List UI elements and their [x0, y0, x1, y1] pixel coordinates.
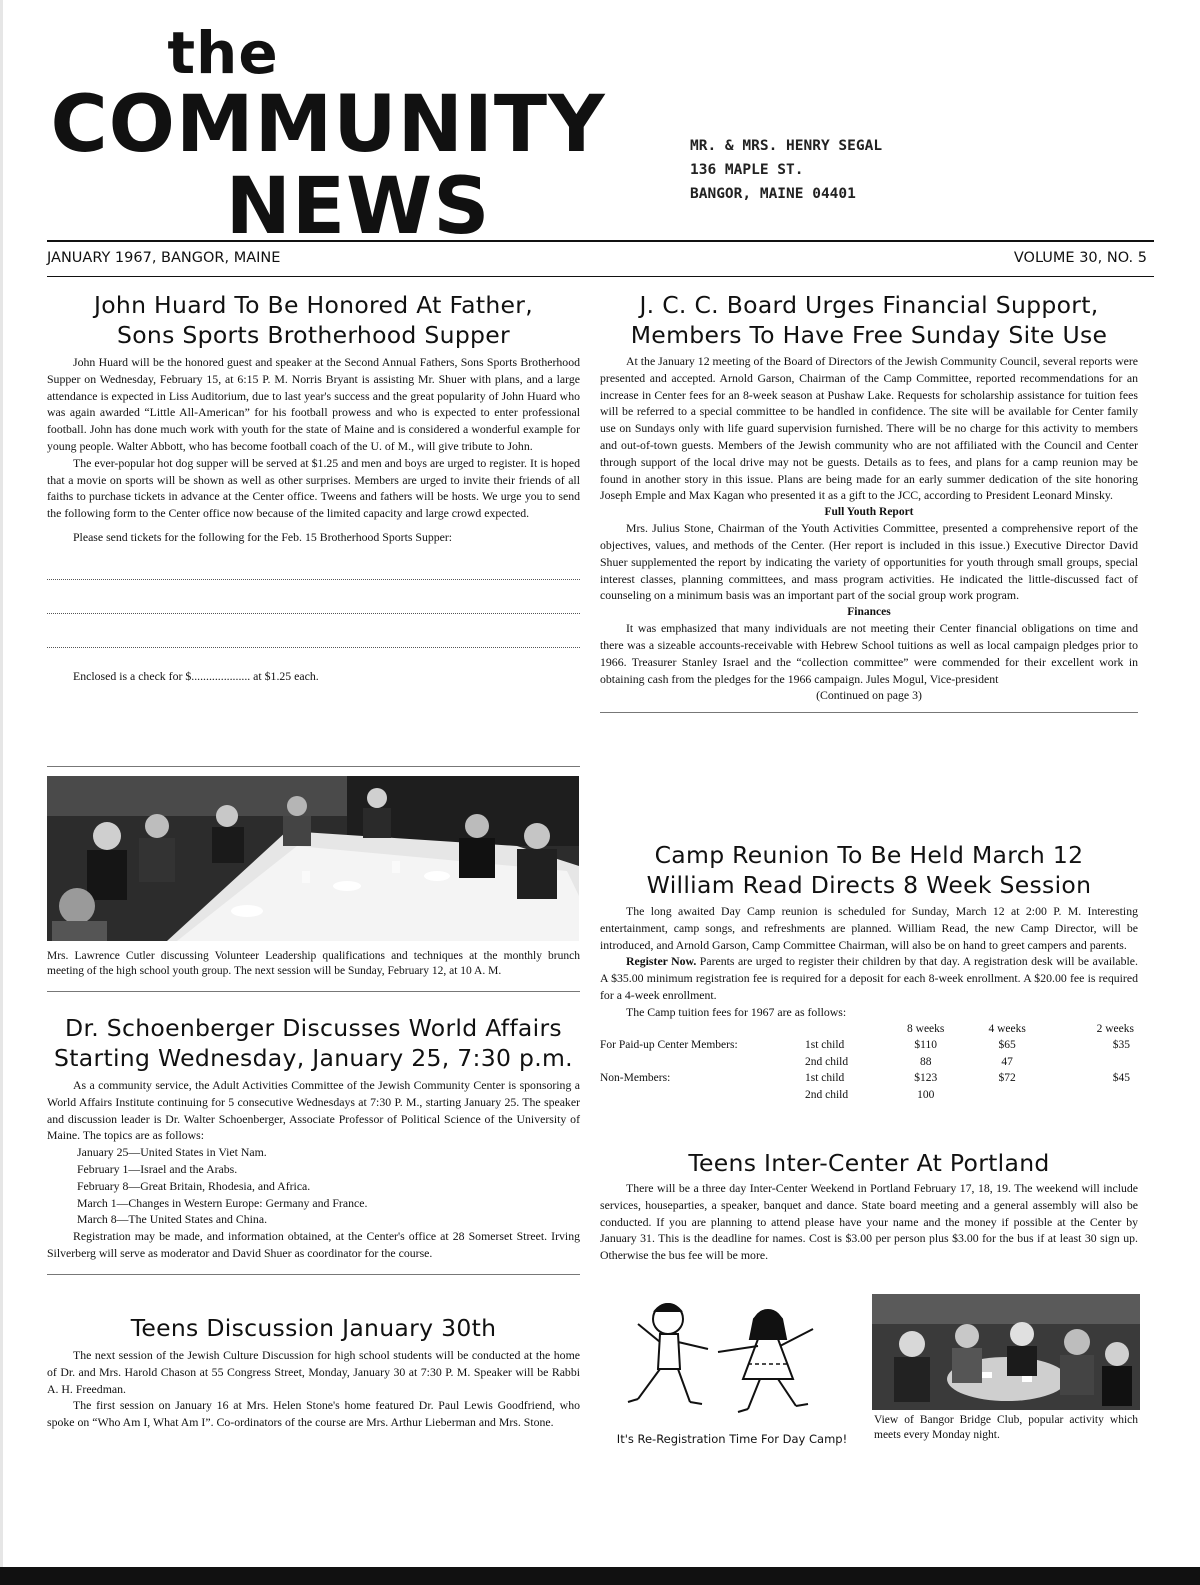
topic-item: March 1—Changes in Western Europe: Germany and France. — [77, 1195, 368, 1210]
article-paragraph: The first session on January 16 at Mrs. Helen Stone's home featured Dr. Paul Lewis Goodfriend, who spoke on “Who Am I, What Am I”. Co-ordinators of the course are Mrs. Arthur Lieberman and Mrs. Stone. — [47, 1398, 580, 1430]
section-rule — [47, 766, 580, 767]
photo-image — [872, 1294, 1140, 1410]
headline-camp-reunion: Camp Reunion To Be Held March 12 William Read Directs 8 Week Session — [646, 841, 1092, 899]
fees-row: 2nd child 100 — [805, 1088, 935, 1101]
article-paragraph: John Huard will be the honored guest and speaker at the Second Annual Fathers, Sons Sports Brotherhood Supper on Wednesday, February 15, at 6:15 P. M. Norris Bryant is assisting Mr. Shuer with plans, and a large attendance is expected in Liss Auditorium, due to last year's success and the great popularity of John Huard who was again awarded “Little All-American” for his football prowess and who is expected to enter professional football. John has done much work with youth for the state of Maine and is considered a wonderful example for young people. Walter Abbott, who has become football coach of the U. of M., will give tribute to John. — [47, 355, 580, 453]
headline-teens-portland: Teens Inter-Center At Portland — [688, 1149, 1050, 1177]
article-teens-portland — [600, 1148, 1138, 1264]
camp-art-caption: It's Re-Registration Time For Day Camp! — [616, 1432, 848, 1446]
continued-note: (Continued on page 3) — [816, 688, 922, 703]
article-paragraph: At the January 12 meeting of the Board of Directors of the Jewish Community Council, several reports were presented and accepted. Arnold Garson, Chairman of the Camp Committee, reported recommendations for an increase in Center fees for an 8-week season at Pushaw Lake. Requests for scholarship assistance for tuition fees will be referred to a special committee to be handled in confidence. The site will be available for Center family use on Sundays only with life guard supervision furnished. There will be no charge for this activity to members and out-of-town guests. Members of the Jewish community who are not affiliated with the Council and Center through support of the local drive may not be guests. Details as to fees, and plans for a camp reunion may be found in another story in this issue. Plans are being made for an early summer dedication of the site honoring Joseph Emple and Max Kagan who presented it as a gift to the JCC, according to President Leonard Minsky. — [600, 354, 1138, 503]
fees-header: 2 weeks — [1096, 1022, 1134, 1035]
topics-list — [77, 1144, 580, 1228]
article-teens-discussion — [47, 1313, 580, 1431]
masthead-community: COMMUNITY — [50, 80, 606, 170]
section-rule — [47, 991, 580, 992]
article-paragraph: There will be a three day Inter-Center Weekend in Portland February 17, 18, 19. The weekend will include services, houseparties, a speaker, banquet and dance. State board meeting and a general assembly will also be conducted. If you are planning to attend please have your name and the money if possible at the Center by January 31. This is the deadline for names. Cost is $3.00 per person plus $3.00 for the bus if at least 30 sign up. Otherwise the bus fee will be more. — [600, 1181, 1138, 1263]
ticket-form-instructions: Please send tickets for the following for the Feb. 15 Brotherhood Sports Supper: — [73, 529, 453, 544]
article-paragraph: The long awaited Day Camp reunion is scheduled for Sunday, March 12 at 2:00 P. M. Interesting entertainment, camp songs, and refreshments are planned. William Read, the new Camp Director, will be introduced, and Arnold Garson, Camp Committee Chairman, will also be on hand to greet campers and parents. — [600, 904, 1138, 952]
register-now-lead: Register Now. — [626, 954, 697, 969]
dateline: JANUARY 1967, BANGOR, MAINE — [47, 250, 281, 266]
fees-header-row — [600, 1021, 1138, 1038]
bottom-border — [0, 1567, 1200, 1585]
article-paragraph: The ever-popular hot dog supper will be served at $1.25 and men and boys are urged to register. It is hoped that a movie on sports will be shown as well as other surprises. Members are urged to invite their friends of all faiths to purchase tickets in advance at the Center office. Tweens and fathers will be hosts. We urge you to send the following form to the Center office now because of the limited capacity and large crowd expected. — [47, 455, 580, 521]
form-line[interactable] — [47, 612, 580, 614]
subhead-finances: Finances — [847, 606, 891, 619]
fees-header: 4 weeks — [988, 1022, 1026, 1035]
children-running-drawing — [598, 1294, 866, 1429]
article-jcc-board — [600, 290, 1138, 713]
fees-row: For Paid-up Center Members: 1st child $110 $65 $35 — [600, 1039, 1130, 1052]
headline-schoenberger: Dr. Schoenberger Discusses World Affairs Starting Wednesday, January 25, 7:30 p.m. — [54, 1014, 573, 1072]
section-rule — [47, 1274, 580, 1275]
section-rule — [600, 712, 1138, 713]
article-paragraph: It was emphasized that many individuals are not meeting their Center financial obligations on time and there was a sizeable accounts-receivable with Hebrew School tuitions as well as local campaign pledges prior to 1966. Treasurer Stanley Israel and the “collection committee” were commended for their excellent work in obtaining cash from the pledges for the 1966 campaign. Jules Mogul, Vice-president — [600, 621, 1138, 686]
masthead — [48, 19, 608, 252]
photo-caption-bridge: View of Bangor Bridge Club, popular activity which meets every Monday night. — [874, 1414, 1138, 1441]
article-paragraph: The Camp tuition fees for 1967 are as follows: — [626, 1004, 847, 1019]
dateline-rule — [47, 276, 1154, 277]
article-paragraph: Registration may be made, and information obtained, at the Center's office at 28 Somerset Street. Irving Silverberg will serve as moderator and David Shuer as coordinator for the course. — [47, 1229, 580, 1260]
photo-caption-youth: Mrs. Lawrence Cutler discussing Volunteer Leadership qualifications and techniques at the monthly brunch meeting of the high school youth group. The next session will be Sunday, February 12, at 10 A. M. — [47, 949, 580, 992]
bridge-club-photo — [872, 1294, 1140, 1410]
masthead-the: the — [167, 19, 279, 87]
address-line: BANGOR, MAINE 04401 — [690, 186, 856, 202]
masthead-rule — [47, 240, 1154, 242]
article-paragraph: Register Now. Parents are urged to register their children by that day. A registration desk will be available. A $35.00 minimum registration fee is required for a deposit for each 8-week enrollment. A $20.00 fee is required for a 4-week enrollment. — [600, 954, 1138, 1002]
form-line[interactable] — [47, 578, 580, 580]
topic-item: March 8—The United States and China. — [77, 1212, 268, 1227]
enclosed-check-line: Enclosed is a check for $.................... at $1.25 each. — [73, 668, 319, 683]
topic-item: February 1—Israel and the Arabs. — [77, 1161, 238, 1176]
headline-teens-discussion: Teens Discussion January 30th — [130, 1314, 497, 1342]
article-camp-reunion — [600, 840, 1138, 1103]
headline-huard: John Huard To Be Honored At Father, Sons Sports Brotherhood Supper — [93, 291, 534, 349]
subhead-youth-report: Full Youth Report — [824, 506, 914, 519]
camp-fees-table — [600, 1021, 1138, 1104]
article-paragraph: As a community service, the Adult Activities Committee of the Jewish Community Center is sponsoring a World Affairs Institute continuing for 5 consecutive Wednesdays at 7:30 P. M., starting January 25. The speaker and discussion leader is Dr. Walter Schoenberger, Associate Professor of Political Science of the University of Maine. The topics are as follows: — [47, 1078, 580, 1143]
topic-item: February 8—Great Britain, Rhodesia, and Africa. — [77, 1178, 311, 1193]
address-line: MR. & MRS. HENRY SEGAL — [690, 138, 883, 154]
article-paragraph: The next session of the Jewish Culture Discussion for high school students will be conducted at the home of Dr. and Mrs. Harold Chason at 55 Congress Street, Monday, January 30 at 7:30 P. M. Speaker will be Rabbi A. H. Freedman. — [47, 1348, 580, 1396]
page-edge — [0, 0, 3, 1585]
photo-image — [47, 776, 579, 941]
address-line: 136 MAPLE ST. — [690, 162, 804, 178]
mailing-address — [690, 134, 882, 206]
topic-item: January 25—United States in Viet Nam. — [77, 1145, 267, 1160]
day-camp-illustration — [598, 1294, 866, 1459]
article-schoenberger — [47, 1013, 580, 1275]
masthead-news: NEWS — [225, 162, 491, 252]
article-huard — [47, 290, 580, 685]
youth-meeting-photo — [47, 776, 579, 941]
fees-row: Non-Members: 1st child $123 $72 $45 — [600, 1072, 1130, 1085]
form-line[interactable] — [47, 646, 580, 648]
article-paragraph: Mrs. Julius Stone, Chairman of the Youth Activities Committee, presented a comprehensive report of the objectives, values, and methods of the Center. (Her report is included in this issue.) Executive Director David Shuer supplemented the report by indicating the variety of opportunities for youth through small groups, special interest classes, planning committees, and mass program activities. He indicated the little-discussed fact of counseling on a minimum basis was an important part of the social group work program. — [600, 521, 1138, 603]
fees-row: 2nd child 88 47 — [805, 1055, 1013, 1068]
headline-jcc-board: J. C. C. Board Urges Financial Support, Members To Have Free Sunday Site Use — [630, 291, 1108, 349]
volume-number: VOLUME 30, NO. 5 — [1013, 250, 1147, 266]
fees-header: 8 weeks — [907, 1022, 945, 1035]
